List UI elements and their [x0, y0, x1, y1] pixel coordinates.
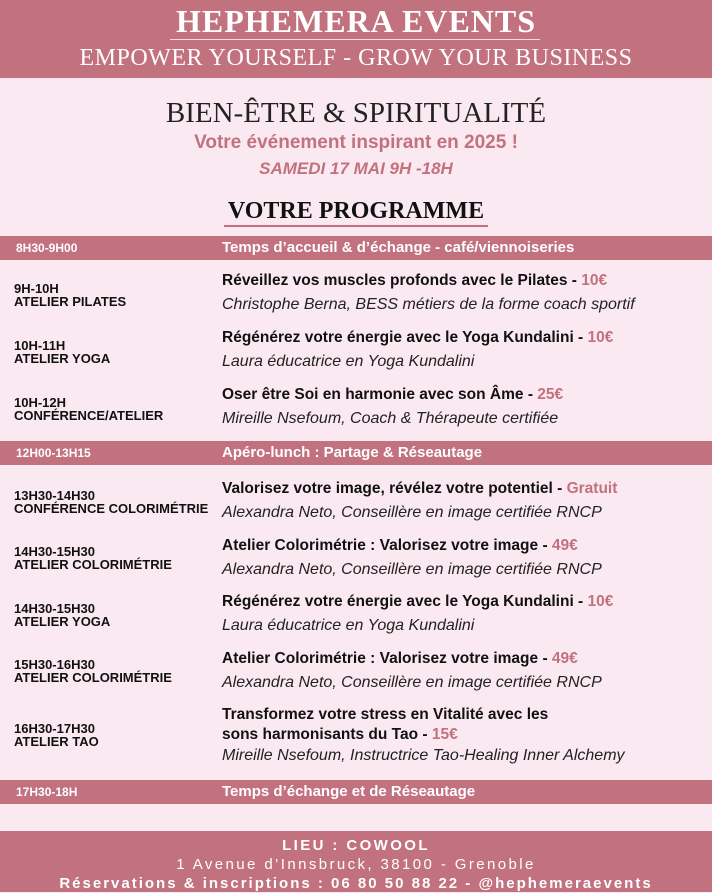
- session-talk-title: Régénérez votre énergie avec le Yoga Kundalini -: [222, 329, 588, 346]
- session-kind: CONFÉRENCE/ATELIER: [14, 408, 164, 423]
- session-content: [222, 328, 702, 373]
- session-talk-title: Transformez votre stress en Vitalité avec les sons harmonisants du Tao -: [222, 706, 549, 743]
- session-talk-title: Valorisez votre image, révélez votre potentiel -: [222, 480, 567, 497]
- brand-tagline: EMPOWER YOURSELF - GROW YOUR BUSINESS: [79, 45, 633, 71]
- session-time-range: 13H30-14H30: [14, 488, 95, 503]
- session-kind: ATELIER YOGA: [14, 614, 111, 629]
- session-time: [14, 489, 208, 515]
- session-time: [14, 282, 126, 308]
- session-talk: [222, 536, 702, 556]
- band-time: 8H30-9H00: [16, 241, 78, 255]
- session-speaker: Alexandra Neto, Conseillère en image certifiée RNCP: [222, 674, 602, 691]
- session-kind: ATELIER YOGA: [14, 351, 111, 366]
- session-time: [14, 602, 110, 628]
- session-talk: [222, 649, 702, 669]
- band-label: Temps d’échange et de Réseautage: [222, 783, 476, 800]
- session-kind: ATELIER TAO: [14, 734, 99, 749]
- event-title: BIEN-ÊTRE & SPIRITUALITÉ: [165, 97, 547, 129]
- session-talk: [222, 385, 702, 405]
- booking-contact: Réservations & inscriptions : 06 80 50 88 22 - @hephemeraevents: [59, 875, 653, 892]
- session-time-range: 9H-10H: [14, 281, 59, 296]
- session-content: [222, 592, 702, 637]
- session-time-range: 10H-11H: [14, 338, 66, 353]
- session-price: 10€: [581, 272, 608, 289]
- schedule-band-networking: [0, 780, 712, 804]
- session-kind: CONFÉRENCE COLORIMÉTRIE: [14, 501, 209, 516]
- session-time-range: 14H30-15H30: [14, 544, 95, 559]
- session-talk-title: Oser être Soi en harmonie avec son Âme -: [222, 386, 538, 403]
- session-price: 49€: [551, 537, 578, 554]
- session-content: [222, 536, 702, 581]
- session-talk: [222, 271, 702, 291]
- session-speaker: Alexandra Neto, Conseillère en image certifiée RNCP: [222, 504, 602, 521]
- schedule-band-welcome: [0, 236, 712, 260]
- session-time: [14, 339, 110, 365]
- session-price: 25€: [537, 386, 564, 403]
- session-time-range: 15H30-16H30: [14, 657, 95, 672]
- session-price: 10€: [587, 593, 614, 610]
- session-time-range: 14H30-15H30: [14, 601, 95, 616]
- session-speaker: Laura éducatrice en Yoga Kundalini: [222, 353, 475, 370]
- session-talk-title: Atelier Colorimétrie : Valorisez votre image -: [222, 537, 552, 554]
- session-content: [222, 705, 625, 767]
- session-price: 49€: [551, 650, 578, 667]
- program-heading-text: VOTRE PROGRAMME: [224, 197, 488, 227]
- schedule-band-lunch: [0, 441, 712, 465]
- session-talk: [222, 479, 702, 499]
- page-header: [0, 0, 712, 78]
- session-price: Gratuit: [566, 480, 618, 497]
- session-speaker: Alexandra Neto, Conseillère en image certifiée RNCP: [222, 561, 602, 578]
- session-content: [222, 271, 702, 316]
- session-content: [222, 479, 702, 524]
- session-time: [14, 396, 163, 422]
- session-speaker: Christophe Berna, BESS métiers de la forme coach sportif: [222, 296, 635, 313]
- session-time: [14, 545, 172, 571]
- venue-label: LIEU : COWOOL: [282, 837, 430, 854]
- band-time: 12H00-13H15: [16, 446, 91, 460]
- session-time-range: 16H30-17H30: [14, 721, 95, 736]
- band-label: Apéro-lunch : Partage & Réseautage: [222, 444, 483, 461]
- session-time: [14, 722, 99, 748]
- band-label: Temps d’accueil & d’échange - café/viennoiseries: [222, 239, 575, 256]
- session-content: [222, 385, 702, 430]
- session-price: 10€: [587, 329, 614, 346]
- band-time: 17H30-18H: [16, 785, 78, 799]
- brand-underline: [170, 39, 540, 40]
- session-talk-title: Régénérez votre énergie avec le Yoga Kundalini -: [222, 593, 588, 610]
- session-talk: [222, 592, 702, 612]
- session-speaker: Laura éducatrice en Yoga Kundalini: [222, 617, 475, 634]
- brand-title: HEPHEMERA EVENTS: [175, 3, 537, 39]
- session-price: 15€: [431, 726, 458, 743]
- event-subtitle: Votre événement inspirant en 2025 !: [194, 132, 518, 153]
- venue-address: 1 Avenue d’Innsbruck, 38100 - Grenoble: [176, 856, 536, 873]
- session-speaker: Mireille Nsefoum, Instructrice Tao-Healing Inner Alchemy: [222, 747, 625, 764]
- event-date: SAMEDI 17 MAI 9H -18H: [259, 159, 453, 178]
- session-talk-title: Réveillez vos muscles profonds avec le Pilates -: [222, 272, 582, 289]
- session-content: [222, 649, 702, 694]
- session-kind: ATELIER COLORIMÉTRIE: [14, 670, 172, 685]
- session-time: [14, 658, 172, 684]
- session-talk-title: Atelier Colorimétrie : Valorisez votre image -: [222, 650, 552, 667]
- session-speaker: Mireille Nsefoum, Coach & Thérapeute certifiée: [222, 410, 559, 427]
- page-footer: [0, 831, 712, 892]
- session-talk: [222, 328, 702, 348]
- session-time-range: 10H-12H: [14, 395, 67, 410]
- session-talk: [222, 705, 562, 745]
- session-kind: ATELIER COLORIMÉTRIE: [14, 557, 172, 572]
- session-kind: ATELIER PILATES: [14, 294, 127, 309]
- program-heading: [0, 197, 712, 227]
